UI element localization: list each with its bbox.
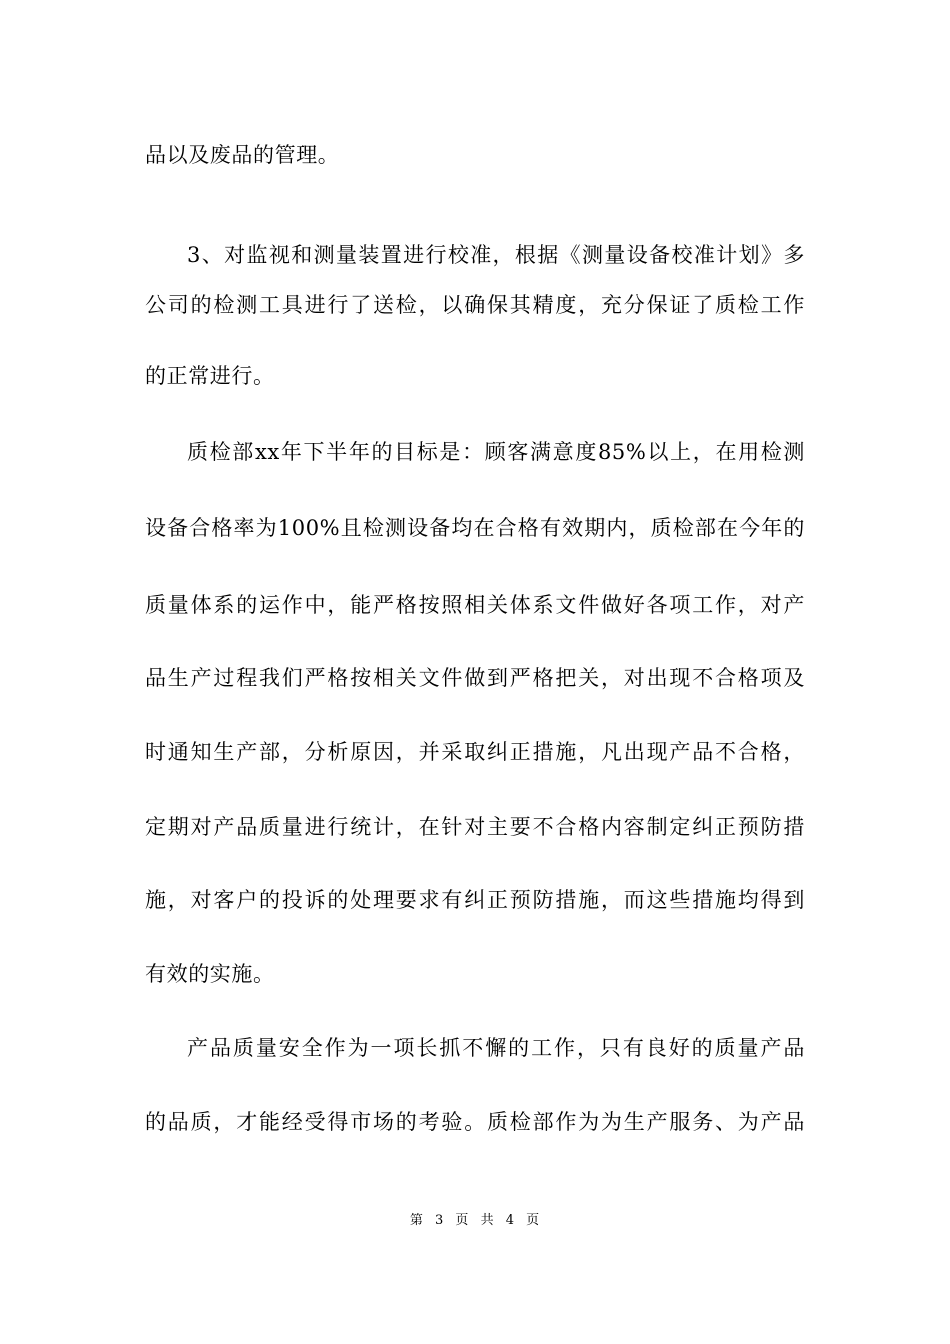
paragraph-line: 产品质量安全作为一项长抓不懈的工作，只有良好的质量产品 — [187, 1036, 805, 1060]
paragraph-line: 质量体系的运作中，能严格按照相关体系文件做好各项工作，对产 — [145, 593, 805, 617]
footer-current-page: 3 — [434, 1213, 445, 1228]
paragraph-line: 时通知生产部，分析原因，并采取纠正措施，凡出现产品不合格， — [145, 740, 805, 764]
paragraph-line: 3、对监视和测量装置进行校准，根据《测量设备校准计划》多 — [187, 243, 805, 267]
paragraph-line: 品生产过程我们严格按相关文件做到严格把关，对出现不合格项及 — [145, 666, 805, 690]
page-footer — [0, 1212, 950, 1230]
paragraph-line: 的品质，才能经受得市场的考验。质检部作为为生产服务、为产品 — [145, 1110, 805, 1134]
paragraph-line: 施，对客户的投诉的处理要求有纠正预防措施，而这些措施均得到 — [145, 888, 805, 912]
paragraph-line: 品以及废品的管理。 — [145, 143, 340, 167]
paragraph-line: 定期对产品质量进行统计，在针对主要不合格内容制定纠正预防措 — [145, 815, 805, 839]
paragraph-line: 的正常进行。 — [145, 364, 275, 388]
paragraph-line: 有效的实施。 — [145, 962, 275, 986]
footer-label-total: 共 — [480, 1213, 495, 1228]
paragraph-line: 公司的检测工具进行了送检，以确保其精度，充分保证了质检工作 — [145, 293, 805, 317]
paragraph-line: 设备合格率为100%且检测设备均在合格有效期内，质检部在今年的 — [145, 516, 805, 540]
footer-label-unit: 页 — [455, 1213, 470, 1228]
paragraph-line: 质检部xx年下半年的目标是：顾客满意度85%以上，在用检测 — [187, 440, 805, 464]
footer-label-page: 第 — [409, 1213, 424, 1228]
footer-label-unit2: 页 — [526, 1213, 541, 1228]
footer-total-pages: 4 — [505, 1213, 515, 1228]
